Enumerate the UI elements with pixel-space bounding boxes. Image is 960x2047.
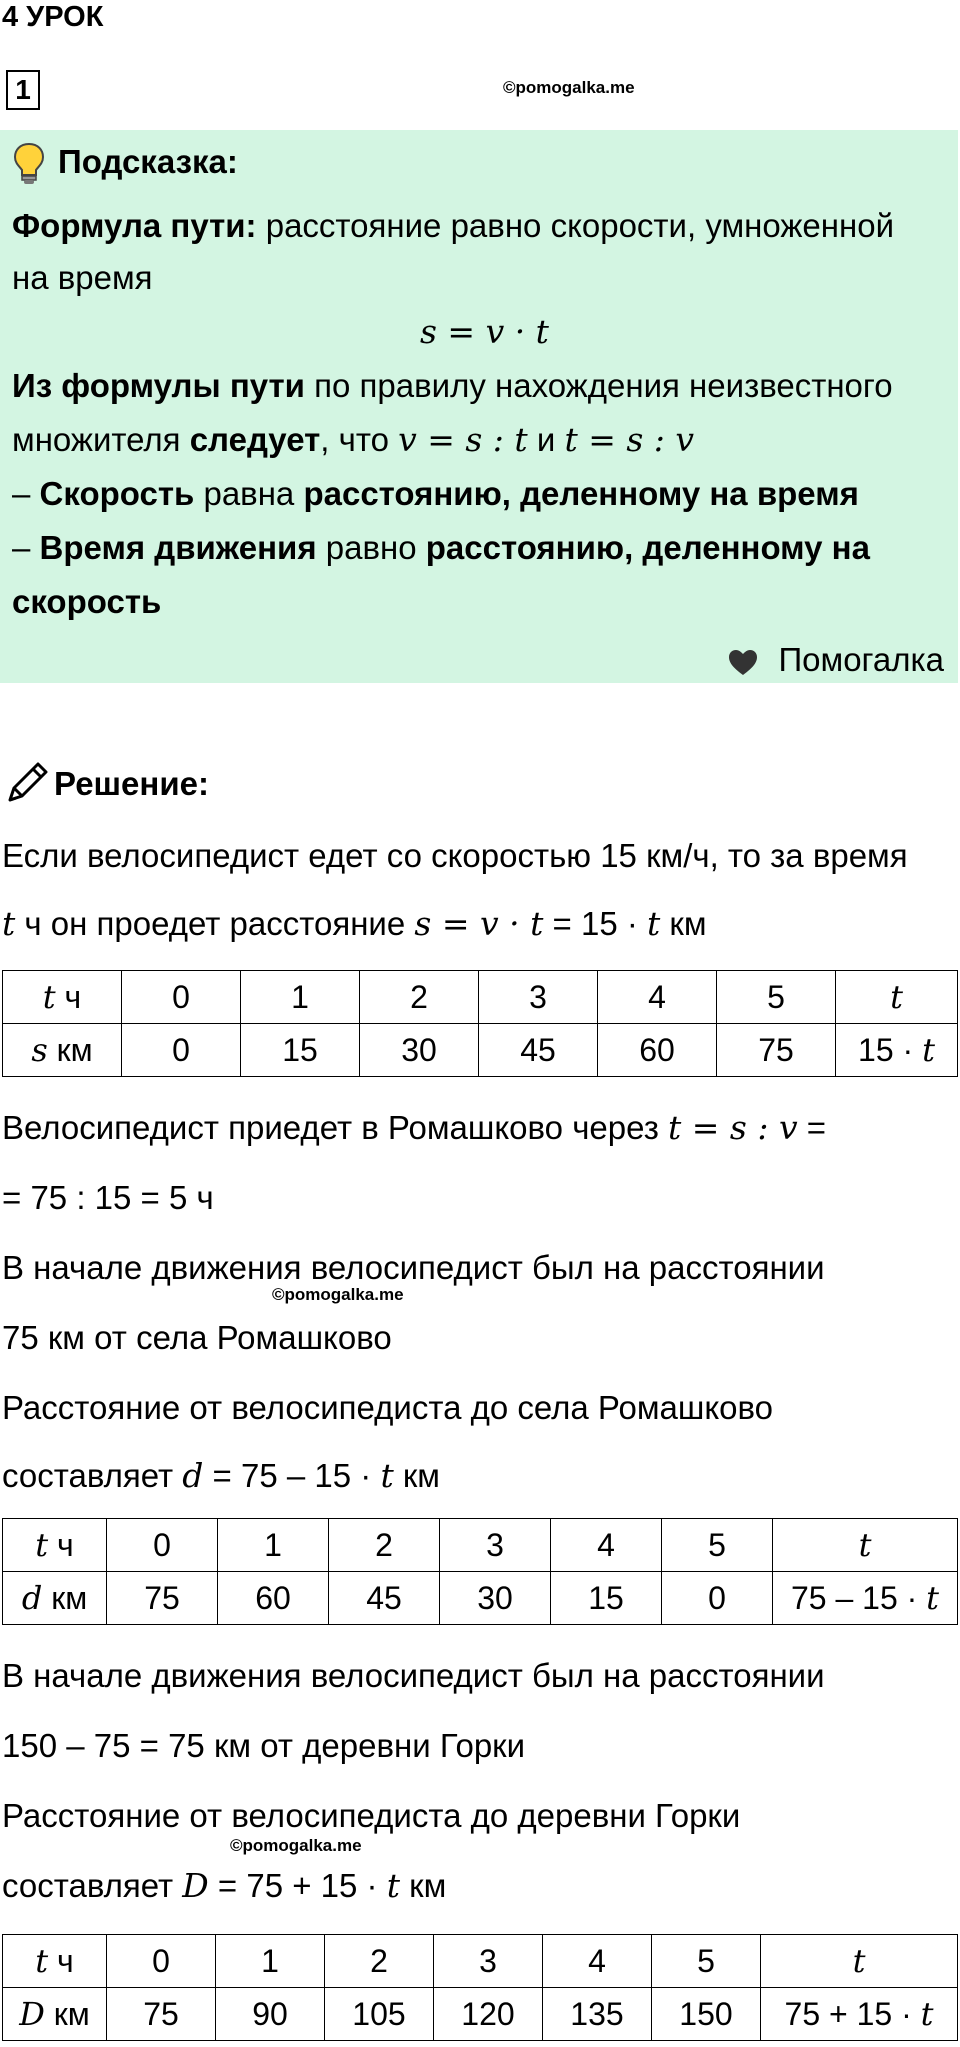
pencil-icon [4, 760, 50, 806]
hint-line-5: – Скорость равна расстоянию, деленному на время [12, 475, 859, 512]
table-cell: s км [3, 1024, 122, 1077]
table-cell: 0 [107, 1519, 218, 1572]
table-cell: 120 [434, 1988, 543, 2041]
table-cell: 75 + 15 · t [761, 1988, 958, 2041]
table-cell: 0 [122, 1024, 241, 1077]
table-row [3, 1935, 958, 1988]
solution-p10: 150 – 75 = 75 км от деревни Горки [2, 1727, 526, 1764]
hint-brand: Помогалка [778, 641, 944, 678]
lesson-title: 4 УРОК [2, 1, 104, 33]
table-cell: 45 [329, 1572, 440, 1625]
table-cell: t ч [3, 1519, 107, 1572]
table-cell: 150 [652, 1988, 761, 2041]
table-cell: 60 [598, 1024, 717, 1077]
table-cell: 0 [122, 971, 241, 1024]
table-cell: 135 [543, 1988, 652, 2041]
solution-p11: Расстояние от велосипедиста до деревни Горки [2, 1797, 741, 1834]
table-cell: 75 [107, 1988, 216, 2041]
watermark-top: ©pomogalka.me [503, 78, 635, 97]
table-cell: 15 [551, 1572, 662, 1625]
solution-title: Решение: [54, 765, 209, 802]
table-row [3, 1519, 958, 1572]
table-row [3, 971, 958, 1024]
table-cell: t [773, 1519, 958, 1572]
table-cell: 1 [216, 1935, 325, 1988]
hint-formula: s = v · t [420, 312, 549, 351]
table-cell: 15 · t [836, 1024, 958, 1077]
table-cell: t ч [3, 1935, 107, 1988]
table-row [3, 1988, 958, 2041]
hint-title: Подсказка: [58, 143, 238, 180]
table-cell: 2 [360, 971, 479, 1024]
table-distance [2, 970, 958, 1077]
solution-p4: = 75 : 15 = 5 ч [2, 1179, 214, 1216]
solution-p2: t ч он проедет расстояние s = v · t = 15 · t км [2, 904, 707, 943]
table-cell: 105 [325, 1988, 434, 2041]
table-cell: t [761, 1935, 958, 1988]
watermark-bottom: ©pomogalka.me [230, 1836, 362, 1855]
table-cell: 4 [543, 1935, 652, 1988]
table-distance-romashkovo [2, 1518, 958, 1625]
solution-p7: Расстояние от велосипедиста до села Ромашково [2, 1389, 774, 1426]
table-distance-gorki [2, 1934, 958, 2041]
solution-p5: В начале движения велосипедист был на расстоянии [2, 1249, 825, 1286]
table-cell: 45 [479, 1024, 598, 1077]
table-cell: t ч [3, 971, 122, 1024]
solution-p9: В начале движения велосипедист был на расстоянии [2, 1657, 825, 1694]
table-cell: 2 [329, 1519, 440, 1572]
table-cell: 75 [107, 1572, 218, 1625]
table-cell: 1 [218, 1519, 329, 1572]
table-cell: d км [3, 1572, 107, 1625]
table-cell: 0 [107, 1935, 216, 1988]
table-row [3, 1572, 958, 1625]
solution-p6: 75 км от села Ромашково [2, 1319, 392, 1356]
table-cell: 75 – 15 · t [773, 1572, 958, 1625]
hint-line-4: множителя следует, что v = s : t и t = s : v [12, 420, 695, 459]
hint-line-3: Из формулы пути по правилу нахождения неизвестного [12, 367, 893, 404]
table-cell: 3 [479, 971, 598, 1024]
table-cell: 90 [216, 1988, 325, 2041]
solution-p12: составляет D = 75 + 15 · t км [2, 1866, 447, 1905]
table-cell: 60 [218, 1572, 329, 1625]
heart-icon [728, 649, 758, 677]
hint-line-7: скорость [12, 583, 162, 620]
table-cell: 75 [717, 1024, 836, 1077]
hint-line-1: Формула пути: расстояние равно скорости, умноженной [12, 207, 895, 244]
table-cell: t [836, 971, 958, 1024]
solution-p3: Велосипедист приедет в Ромашково через t = s : v = [2, 1108, 827, 1147]
table-cell: 4 [551, 1519, 662, 1572]
table-cell: 1 [241, 971, 360, 1024]
table-cell: 3 [434, 1935, 543, 1988]
table-cell: 4 [598, 971, 717, 1024]
lightbulb-icon [12, 142, 46, 186]
table-cell: 30 [360, 1024, 479, 1077]
task-number: 1 [6, 70, 40, 110]
table-cell: 3 [440, 1519, 551, 1572]
hint-line-2: на время [12, 259, 153, 296]
table-cell: 5 [652, 1935, 761, 1988]
table-row [3, 1024, 958, 1077]
table-cell: 5 [662, 1519, 773, 1572]
table-cell: 15 [241, 1024, 360, 1077]
hint-line-6: – Время движения равно расстоянию, деленному на [12, 529, 870, 566]
table-cell: 0 [662, 1572, 773, 1625]
table-cell: D км [3, 1988, 107, 2041]
solution-p1: Если велосипедист едет со скоростью 15 км/ч, то за время [2, 837, 908, 874]
table-cell: 5 [717, 971, 836, 1024]
solution-p8: составляет d = 75 – 15 · t км [2, 1456, 440, 1495]
watermark-middle: ©pomogalka.me [272, 1285, 404, 1304]
table-cell: 2 [325, 1935, 434, 1988]
hint-box [0, 130, 958, 683]
table-cell: 30 [440, 1572, 551, 1625]
